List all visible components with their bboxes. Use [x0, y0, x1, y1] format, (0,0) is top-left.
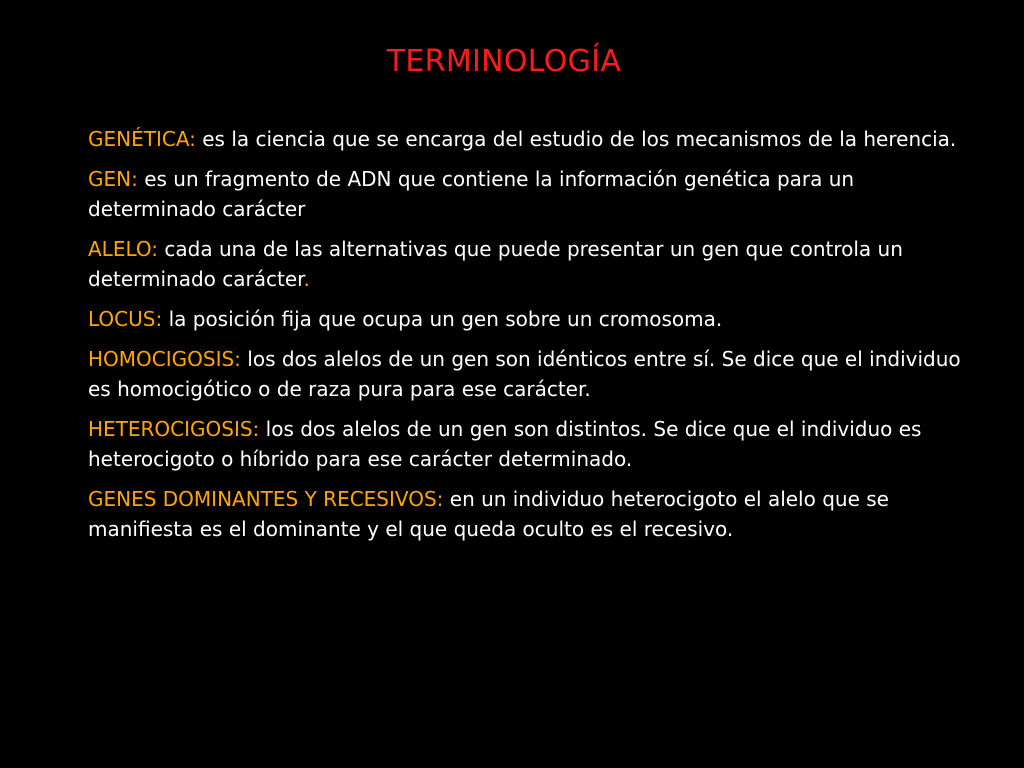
term-definition: en un individuo heterocigoto el alelo que se manifiesta es el dominante y el que queda oculto es el recesivo. [88, 487, 889, 541]
term-name: ALELO: [88, 237, 159, 261]
term-item-gen [88, 164, 968, 224]
terms-list [88, 124, 968, 554]
term-definition: es la ciencia que se encarga del estudio de los mecanismos de la herencia. [202, 127, 957, 151]
term-definition: cada una de las alternativas que puede presentar un gen que controla un determinado carácter [88, 237, 903, 291]
term-name: HOMOCIGOSIS: [88, 347, 241, 371]
term-item-homocigosis [88, 344, 968, 404]
term-name: LOCUS: [88, 307, 163, 331]
term-item-heterocigosis [88, 414, 968, 474]
term-definition: los dos alelos de un gen son idénticos entre sí. Se dice que el individuo es homocigótico o de raza pura para ese carácter. [88, 347, 961, 401]
term-item-genes-dominantes-recesivos [88, 484, 968, 544]
term-trail: . [303, 267, 310, 291]
term-item-locus [88, 304, 968, 334]
term-name: HETEROCIGOSIS: [88, 417, 260, 441]
term-name: GEN: [88, 167, 138, 191]
term-definition: los dos alelos de un gen son distintos. Se dice que el individuo es heterocigoto o híbrido para ese carácter determinado. [88, 417, 922, 471]
term-name: GENES DOMINANTES Y RECESIVOS: [88, 487, 444, 511]
term-item-genetica [88, 124, 968, 154]
term-item-alelo [88, 234, 968, 294]
term-definition: es un fragmento de ADN que contiene la información genética para un determinado carácter [88, 167, 855, 221]
term-name: GENÉTICA: [88, 127, 203, 151]
term-definition: la posición fija que ocupa un gen sobre un cromosoma. [162, 307, 723, 331]
slide-title: TERMINOLOGÍA [386, 44, 622, 79]
